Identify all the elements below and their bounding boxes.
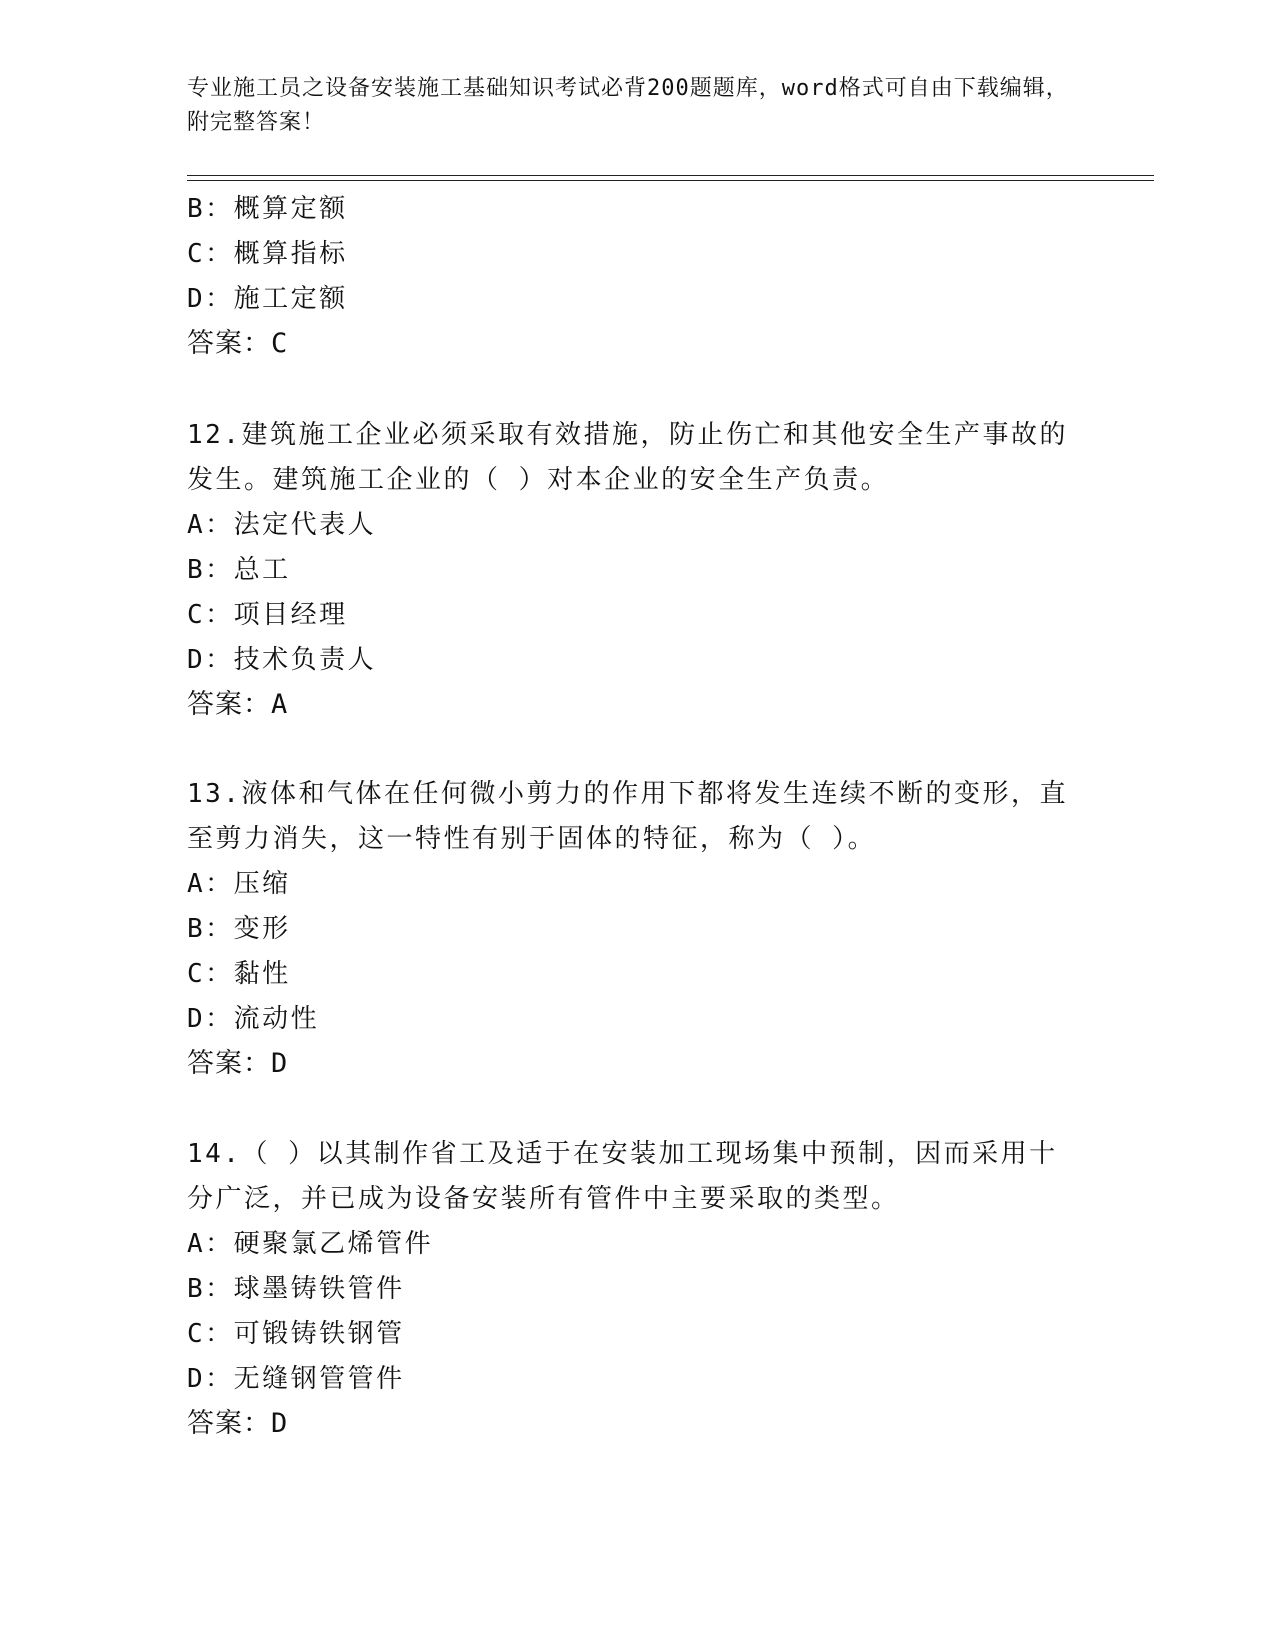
option-d: D：施工定额 [187, 284, 348, 314]
question-14-line-1: 14.（ ）以其制作省工及适于在安装加工现场集中预制，因而采用十 [187, 1139, 1058, 1169]
answer-label: 答案： [187, 1048, 271, 1079]
answer-value: D [271, 1408, 289, 1439]
question-12-line-2: 发生。建筑施工企业的（ ）对本企业的安全生产负责。 [187, 465, 890, 495]
answer [187, 688, 288, 722]
option-a: A：法定代表人 [187, 510, 377, 540]
answer-label: 答案： [187, 328, 271, 359]
option-c: C：黏性 [187, 959, 291, 989]
answer-label: 答案： [187, 689, 271, 720]
option-c: C：概算指标 [187, 239, 348, 269]
option-b: B：概算定额 [187, 194, 348, 224]
answer-value: A [271, 689, 289, 720]
option-a: A：硬聚氯乙烯管件 [187, 1229, 434, 1259]
option-d: D：流动性 [187, 1004, 320, 1034]
answer [187, 1047, 288, 1081]
option-b: B：变形 [187, 914, 291, 944]
question-14-line-2: 分广泛，并已成为设备安装所有管件中主要采取的类型。 [187, 1184, 900, 1214]
header-rule-bottom [187, 180, 1154, 181]
document-header: 专业施工员之设备安装施工基础知识考试必背200题题库，word格式可自由下载编辑，附完整答案！ [187, 76, 1069, 135]
option-a: A：压缩 [187, 869, 291, 899]
option-b: B：球墨铸铁管件 [187, 1274, 405, 1304]
header-rule-top [187, 175, 1154, 176]
question-13-line-2: 至剪力消失，这一特性有别于固体的特征，称为（ ）。 [187, 824, 877, 854]
answer-value: D [271, 1048, 289, 1079]
answer-value: C [271, 328, 289, 359]
answer [187, 327, 288, 361]
option-c: C：可锻铸铁钢管 [187, 1319, 405, 1349]
answer [187, 1407, 288, 1441]
option-b: B：总工 [187, 555, 291, 585]
option-d: D：无缝钢管管件 [187, 1364, 405, 1394]
answer-label: 答案： [187, 1408, 271, 1439]
option-c: C：项目经理 [187, 600, 348, 630]
question-13-line-1: 13.液体和气体在任何微小剪力的作用下都将发生连续不断的变形，直 [187, 779, 1068, 809]
question-12-line-1: 12.建筑施工企业必须采取有效措施，防止伤亡和其他安全生产事故的 [187, 420, 1068, 450]
option-d: D：技术负责人 [187, 645, 377, 675]
